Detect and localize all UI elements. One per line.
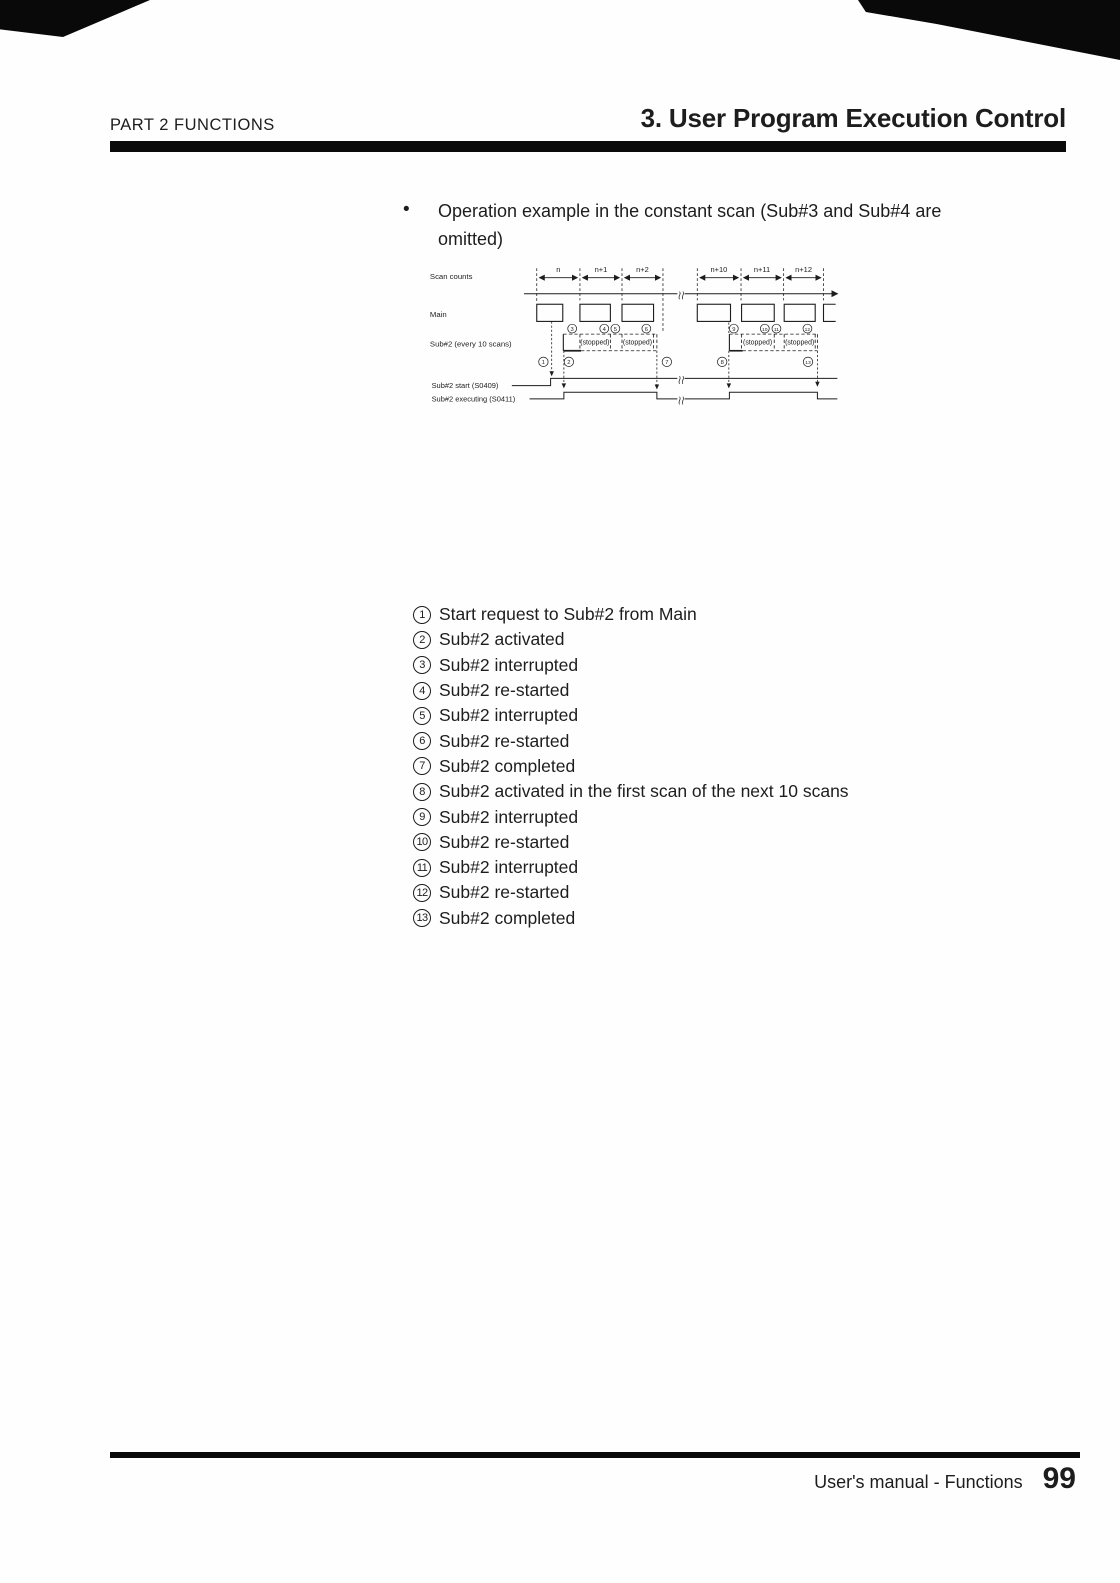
marker-8: 8 bbox=[720, 360, 724, 367]
marker-4: 4 bbox=[602, 326, 606, 333]
marker-9: 9 bbox=[732, 326, 736, 333]
row-label-scan-counts: Scan counts bbox=[429, 271, 473, 281]
main-pulse-2 bbox=[580, 304, 610, 321]
legend-num-9: 9 bbox=[413, 808, 431, 826]
legend-num-4: 4 bbox=[413, 682, 431, 700]
legend-label-9: Sub#2 interrupted bbox=[439, 806, 579, 827]
main-pulse-4 bbox=[697, 304, 730, 321]
legend-item-6 bbox=[413, 728, 849, 753]
bullet-icon: • bbox=[403, 199, 410, 220]
legend-label-3: Sub#2 interrupted bbox=[439, 654, 579, 675]
row-label-sub2-executing: Sub#2 executing (S0411) bbox=[431, 394, 516, 404]
break-mark-axis bbox=[677, 288, 684, 299]
legend-num-13: 13 bbox=[413, 909, 431, 927]
footer-page-number: 99 bbox=[1042, 1462, 1076, 1495]
legend-num-3: 3 bbox=[413, 656, 431, 674]
main-pulse-7-partial bbox=[824, 304, 836, 321]
scan-label-n12: n+12 bbox=[795, 265, 812, 275]
legend-num-7: 7 bbox=[413, 757, 431, 775]
legend-item-10 bbox=[413, 830, 849, 855]
legend-num-10: 10 bbox=[413, 833, 431, 851]
stopped-labels bbox=[580, 340, 814, 347]
legend-num-12: 12 bbox=[413, 884, 431, 902]
scan-label-n: n bbox=[556, 265, 561, 275]
marker-12: 12 bbox=[804, 326, 811, 333]
scan-artifact-top-left bbox=[0, 0, 150, 42]
stopped-label-3: (stopped) bbox=[743, 339, 773, 347]
marker-3: 3 bbox=[570, 326, 574, 333]
marker-6: 6 bbox=[644, 326, 648, 333]
marker-2: 2 bbox=[567, 360, 571, 367]
stopped-label-2: (stopped) bbox=[622, 339, 653, 347]
marker-13: 13 bbox=[805, 360, 811, 367]
legend-label-11: Sub#2 interrupted bbox=[439, 857, 579, 878]
legend-label-7: Sub#2 completed bbox=[439, 755, 576, 776]
timing-diagram bbox=[0, 250, 1120, 560]
scan-label-n1: n+1 bbox=[594, 265, 608, 275]
legend-item-5 bbox=[413, 703, 849, 728]
marker-11: 11 bbox=[773, 326, 780, 333]
main-pulses bbox=[537, 304, 836, 321]
legend-item-8 bbox=[413, 779, 849, 804]
header-rule bbox=[110, 141, 1066, 152]
legend-label-6: Sub#2 re-started bbox=[439, 730, 570, 751]
intro-line-2: omitted) bbox=[438, 229, 504, 249]
waveform-sub2-start bbox=[512, 378, 838, 385]
break-mark-start bbox=[677, 373, 684, 384]
legend-item-7 bbox=[413, 754, 849, 779]
marker-1: 1 bbox=[541, 360, 546, 367]
stopped-label-4: (stopped) bbox=[785, 339, 815, 347]
legend-item-13 bbox=[413, 906, 849, 931]
main-pulse-5 bbox=[742, 304, 775, 321]
marker-10: 10 bbox=[762, 326, 768, 333]
legend-item-12 bbox=[413, 880, 849, 905]
legend-item-1 bbox=[413, 602, 849, 627]
legend-label-10: Sub#2 re-started bbox=[439, 831, 570, 852]
legend-label-2: Sub#2 activated bbox=[439, 629, 565, 650]
legend-label-13: Sub#2 completed bbox=[439, 907, 576, 928]
footer-manual-label: User's manual - Functions bbox=[814, 1472, 1023, 1492]
row-label-sub2-start: Sub#2 start (S0409) bbox=[431, 380, 499, 390]
scan-artifact-top-right bbox=[858, 0, 1120, 60]
intro-line-1: Operation example in the constant scan (Sub#3 and Sub#4 are bbox=[438, 201, 942, 221]
marker-5: 5 bbox=[613, 326, 617, 333]
legend-label-12: Sub#2 re-started bbox=[439, 882, 570, 903]
legend-item-11 bbox=[413, 855, 849, 880]
header-part-label: PART 2 FUNCTIONS bbox=[110, 116, 275, 134]
legend-num-6: 6 bbox=[413, 732, 431, 750]
scan-label-n11: n+11 bbox=[753, 265, 771, 275]
legend-num-2: 2 bbox=[413, 631, 431, 649]
footer bbox=[814, 1462, 1076, 1496]
legend-label-4: Sub#2 re-started bbox=[439, 680, 570, 701]
legend-num-5: 5 bbox=[413, 707, 431, 725]
legend-num-11: 11 bbox=[413, 859, 431, 877]
legend-item-4 bbox=[413, 678, 849, 703]
page-title: 3. User Program Execution Control bbox=[640, 103, 1066, 133]
legend-label-1: Start request to Sub#2 from Main bbox=[439, 604, 697, 625]
marker-7: 7 bbox=[665, 360, 669, 367]
intro-text bbox=[438, 197, 1048, 253]
event-legend bbox=[413, 602, 849, 931]
scan-count-labels bbox=[556, 265, 812, 274]
scan-label-n10: n+10 bbox=[710, 265, 728, 275]
break-mark-executing bbox=[677, 393, 684, 404]
legend-item-3 bbox=[413, 653, 849, 678]
legend-num-8: 8 bbox=[413, 783, 431, 801]
legend-item-9 bbox=[413, 804, 849, 829]
event-markers-top bbox=[568, 324, 812, 333]
legend-label-5: Sub#2 interrupted bbox=[439, 705, 579, 726]
event-markers-bottom bbox=[539, 357, 813, 366]
legend-label-8: Sub#2 activated in the first scan of the next 10 scans bbox=[439, 781, 849, 802]
row-label-sub2: Sub#2 (every 10 scans) bbox=[429, 339, 512, 349]
row-label-main: Main bbox=[429, 309, 447, 319]
legend-item-2 bbox=[413, 627, 849, 652]
main-pulse-3 bbox=[622, 304, 654, 321]
legend-num-1: 1 bbox=[413, 606, 431, 624]
scan-label-n2: n+2 bbox=[636, 265, 649, 275]
main-pulse-1 bbox=[537, 304, 563, 321]
main-pulse-6 bbox=[784, 304, 815, 321]
footer-rule bbox=[110, 1452, 1080, 1458]
event-arrow-heads bbox=[549, 371, 819, 389]
stopped-label-1: (stopped) bbox=[580, 339, 610, 347]
